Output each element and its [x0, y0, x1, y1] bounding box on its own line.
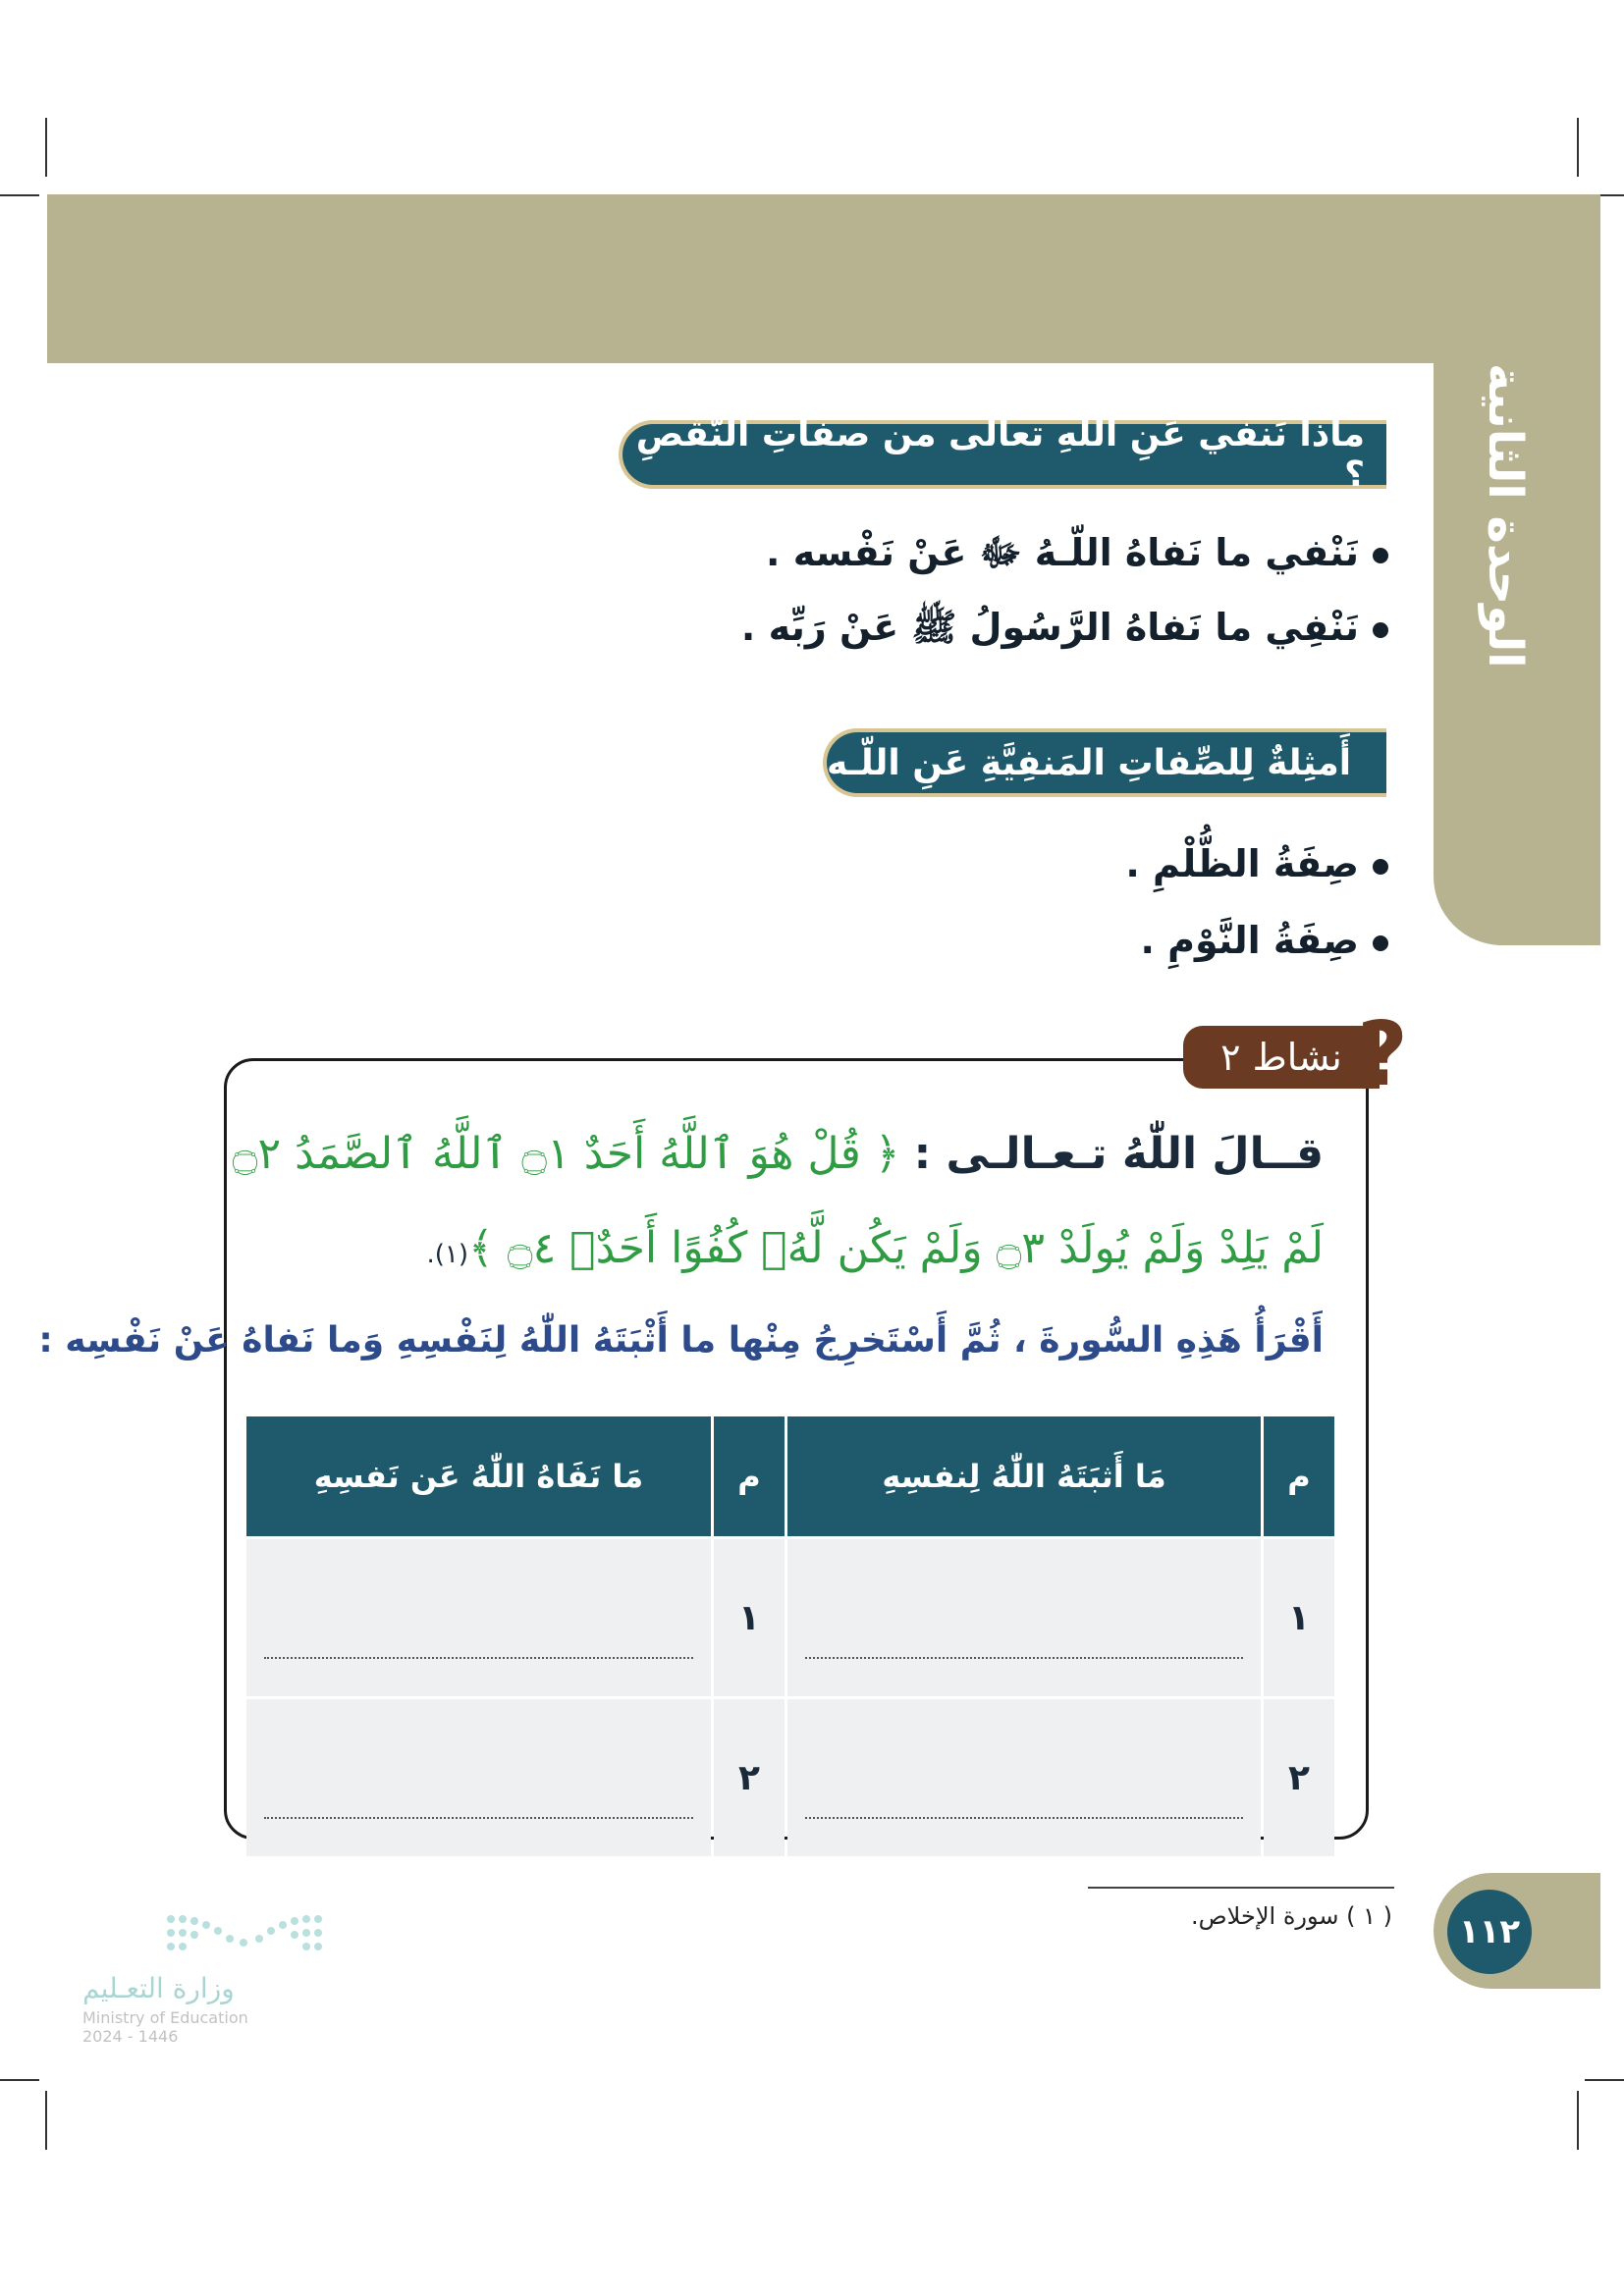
bullet-item: صِفَةُ الظُّلْمِ . — [1125, 842, 1388, 885]
verse-text-1: ﴿ قُلْ هُوَ ٱللَّهُ أَحَدٌ ۝١ ٱللَّهُ ٱلصَّمَدُ ۝٢ — [232, 1129, 900, 1179]
bullet-item: نَنْفي ما نَفاهُ اللّـهُ ﷻ عَنْ نَفْسه . — [766, 530, 1388, 584]
bullet-dot-icon — [1373, 935, 1388, 951]
table-row — [246, 1699, 1334, 1856]
bullet-dot-icon — [1373, 859, 1388, 875]
crop-mark — [1585, 2079, 1624, 2081]
activity-label: نشاط ٢ — [1183, 1026, 1380, 1089]
answer-table — [244, 1414, 1337, 1859]
ministry-logo — [82, 1909, 338, 2046]
bullet-dot-icon — [1373, 548, 1388, 563]
ministry-logo-icon — [161, 1909, 328, 1968]
verse-text-2: لَمْ يَلِدْ وَلَمْ يُولَدْ ۝٣ وَلَمْ يَكُن لَّهُۥ كُفُوًا أَحَدٌۢ ۝٤ ﴾ — [468, 1223, 1324, 1273]
row-number: ١ — [1264, 1539, 1334, 1696]
bullet-item: نَنْفِي ما نَفاهُ الرَّسُولُ ﷺ عَنْ رَبِّه . — [741, 605, 1388, 659]
crop-mark — [45, 2091, 47, 2150]
crop-mark — [0, 194, 39, 196]
activity-instruction: أَقْرَأُ هَذِهِ السُّورةَ ، ثُمَّ أَسْتَخرِجُ مِنْها ما أَثْبَتَهُ اللّٰهُ لِنَفْسِهِ وَما نَفاهُ عَنْ نَفْسِه : — [38, 1320, 1324, 1361]
section-heading-2 — [823, 728, 1386, 797]
question-mark-icon: ? — [1356, 1003, 1409, 1106]
col-header-negated: مَا نَفَاهُ اللّٰهُ عَن نَفسِهِ — [246, 1416, 711, 1536]
bullet-item: صِفَةُ النَّوْمِ . — [1141, 919, 1389, 962]
answer-field-affirmed[interactable] — [787, 1539, 1261, 1696]
section-heading-2-text: أَمثِلةٌ لِلصِّفاتِ المَنفِيَّةِ عَنِ اللّـه — [827, 742, 1352, 783]
col-header-affirmed: مَا أَثبَتَهُ اللّٰهُ لِنفسِهِ — [787, 1416, 1261, 1536]
section-heading-1-text: ماذا نَنفي عَنِ اللهِ تعالى من صفاتِ النَّقْصِ ؟ — [635, 414, 1365, 495]
row-number: ٢ — [1264, 1699, 1334, 1856]
answer-field-negated[interactable] — [246, 1539, 711, 1696]
footnote-rule — [1088, 1887, 1394, 1889]
row-number: ١ — [714, 1539, 785, 1696]
crop-mark — [45, 118, 47, 177]
verse-intro: قــالَ اللّٰهُ تـعـالـى : — [913, 1129, 1324, 1179]
section-heading-1 — [619, 414, 1386, 495]
header-band — [47, 194, 1600, 363]
table-row — [246, 1539, 1334, 1696]
unit-title: الوحدة الثانية — [1478, 362, 1533, 668]
col-header-number: م — [1264, 1416, 1334, 1536]
footnote: ( ١ ) سورة الإخلاص. — [1191, 1902, 1392, 1930]
row-number: ٢ — [714, 1699, 785, 1856]
verse-ref: (١). — [426, 1240, 469, 1269]
answer-field-negated[interactable] — [246, 1699, 711, 1856]
verse-line-1 — [233, 1129, 1324, 1179]
bullet-dot-icon — [1373, 622, 1388, 638]
ministry-name-en: Ministry of Education — [82, 2008, 248, 2027]
crop-mark — [1577, 118, 1579, 177]
page-number: ١١٢ — [1447, 1890, 1532, 1974]
ministry-year: 2024 - 1446 — [82, 2027, 179, 2046]
crop-mark — [1577, 2091, 1579, 2150]
verse-line-2 — [426, 1223, 1324, 1273]
crop-mark — [0, 2079, 39, 2081]
answer-field-affirmed[interactable] — [787, 1699, 1261, 1856]
ministry-name-ar: وزارة التعـليم — [82, 1972, 235, 2004]
col-header-number: م — [714, 1416, 785, 1536]
